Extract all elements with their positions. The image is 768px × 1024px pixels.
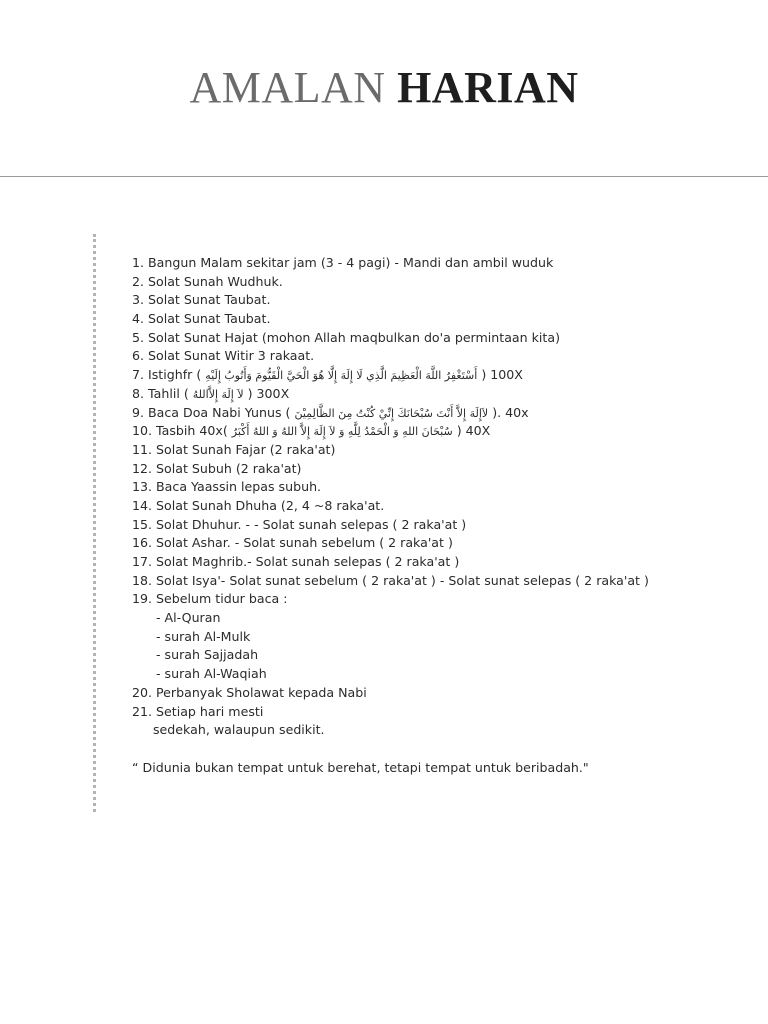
list-item-11: 11. Solat Sunah Fajar (2 raka'at) xyxy=(132,441,336,457)
list-item-15: 15. Solat Dhuhur. - - Solat sunah selepas ( 2 raka'at ) xyxy=(132,516,467,532)
list-item-9 xyxy=(132,404,752,423)
item-8-prefix: 8. Tahlil ( xyxy=(132,385,193,401)
item-8-arabic: لاَ إِلَهَ إِلاَّاللهُ xyxy=(192,387,244,401)
list-item-19: 19. Sebelum tidur baca : xyxy=(132,591,288,607)
paragraph-gap xyxy=(132,740,752,759)
sub-item-al-waqiah: - surah Al-Waqiah xyxy=(156,666,267,682)
item-7-arabic: أَسْتَغْفِرُ اللَّهَ الْعَظِيمَ الَّذِي لَا إِلَهَ إِلَّا هُوَ الْحَيَّ الْقَيُّومَ وَأَتُوبُ إِلَيْهِ xyxy=(205,369,478,383)
title-light: AMALAN xyxy=(189,63,386,112)
list-item-5: 5. Solat Sunat Hajat (mohon Allah maqbulkan do'a permintaan kita) xyxy=(132,329,560,345)
list-item-3: 3. Solat Sunat Taubat. xyxy=(132,292,271,308)
sub-item-al-mulk: - surah Al-Mulk xyxy=(156,628,251,644)
list-item-14: 14. Solat Sunah Dhuha (2, 4 ~8 raka'at. xyxy=(132,497,385,513)
list-item-4: 4. Solat Sunat Taubat. xyxy=(132,311,271,327)
margin-dotted-line xyxy=(93,234,96,812)
item-7-suffix: ) 100X xyxy=(477,367,523,383)
item-7-prefix: 7. Istighfr ( xyxy=(132,367,206,383)
list-item-20: 20. Perbanyak Sholawat kepada Nabi xyxy=(132,684,367,700)
list-item-8 xyxy=(132,385,752,404)
list-item-7 xyxy=(132,366,752,385)
sub-item-al-quran: - Al-Quran xyxy=(156,610,221,626)
list-item-1: 1. Bangun Malam sekitar jam (3 - 4 pagi) - Mandi dan ambil wuduk xyxy=(132,255,554,270)
list-item-10 xyxy=(132,422,752,441)
closing-quote: “ Didunia bukan tempat untuk berehat, tetapi tempat untuk beribadah." xyxy=(132,759,589,775)
list-item-17: 17. Solat Maghrib.- Solat sunah selepas ( 2 raka'at ) xyxy=(132,554,460,569)
list-item-21: 21. Setiap hari mesti xyxy=(132,703,264,719)
item-10-arabic: سُبْحَانَ اللهِ وَ الْحَمْدُ لِلَّهِ وَ لاَ إِلَهَ إِلاَّ اللهُ وَ اللهُ أَكْبَرُ xyxy=(231,425,453,439)
sub-item-sajjadah: - surah Sajjadah xyxy=(156,647,259,663)
item-10-prefix: 10. Tasbih 40x( xyxy=(132,423,232,439)
item-8-suffix: ) 300X xyxy=(243,385,290,401)
list-item-6: 6. Solat Sunat Witir 3 rakaat. xyxy=(132,348,315,364)
item-9-prefix: 9. Baca Doa Nabi Yunus ( xyxy=(132,404,295,420)
list-item-12: 12. Solat Subuh (2 raka'at) xyxy=(132,460,302,476)
list-item-16: 16. Solat Ashar. - Solat sunah sebelum ( 2 raka'at ) xyxy=(132,535,453,551)
list-item-13: 13. Baca Yaassin lepas subuh. xyxy=(132,479,322,495)
amalan-list xyxy=(132,254,752,777)
list-item-21-continuation: sedekah, walaupun sedikit. xyxy=(153,722,325,738)
list-item-18: 18. Solat Isya'- Solat sunat sebelum ( 2 raka'at ) - Solat sunat selepas ( 2 raka'at ) xyxy=(132,572,649,588)
page-title xyxy=(0,62,768,114)
title-bold: HARIAN xyxy=(397,63,579,112)
item-10-suffix: ) 40X xyxy=(452,423,491,439)
list-item-2: 2. Solat Sunah Wudhuk. xyxy=(132,273,283,289)
item-9-arabic: لاَإِلَهَ إِلاَّ أَنْتَ سُبْحَانَكَ إِنِّيْ كُنْتُ مِنَ الظَّالِمِيْنَ xyxy=(294,406,489,420)
header-divider xyxy=(0,176,768,177)
item-9-suffix: ). 40x xyxy=(488,404,529,420)
